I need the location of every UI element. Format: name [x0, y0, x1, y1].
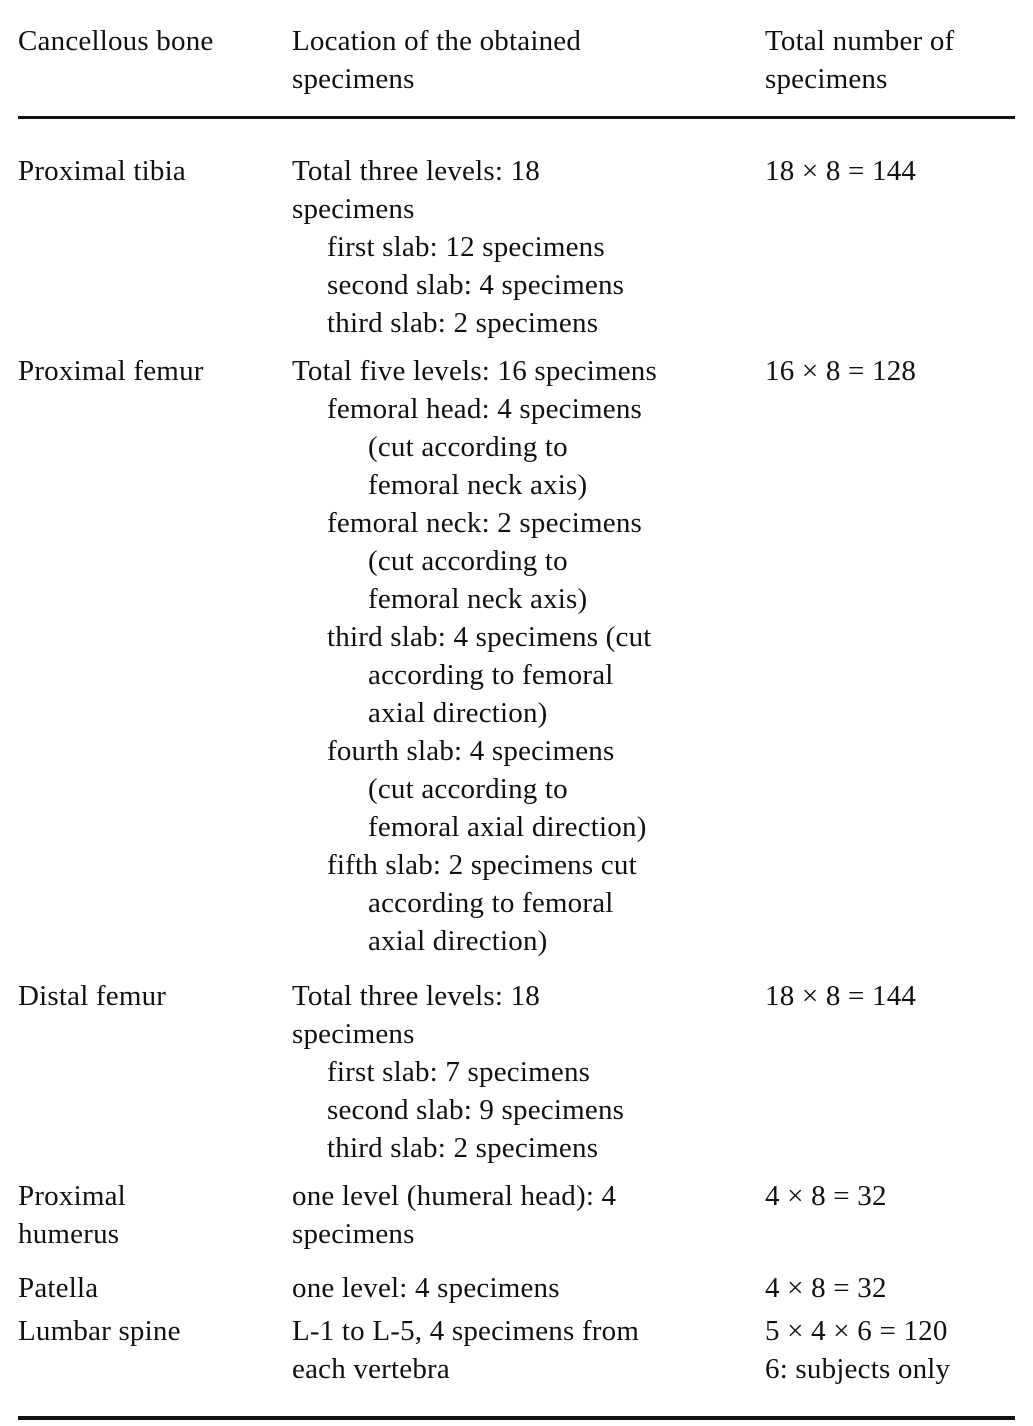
header-cancellous-bone: Cancellous bone	[18, 25, 214, 57]
cell-location: Total three levels: 18	[292, 980, 540, 1012]
cell-location: specimens	[292, 1018, 415, 1050]
bottom-rule	[18, 1416, 1015, 1420]
cell-location: specimens	[292, 1218, 415, 1250]
cell-bone: humerus	[18, 1218, 120, 1250]
cell-location: according to femoral	[368, 887, 614, 919]
cell-location: femoral neck axis)	[368, 469, 588, 501]
header-location: specimens	[292, 63, 415, 95]
header-location: Location of the obtained	[292, 25, 582, 57]
cell-location: third slab: 2 specimens	[327, 307, 599, 339]
cell-bone: Proximal	[18, 1180, 126, 1212]
cell-location: fourth slab: 4 specimens	[327, 735, 615, 767]
cell-location: first slab: 7 specimens	[327, 1056, 591, 1088]
cell-location: one level: 4 specimens	[292, 1272, 560, 1304]
cell-location: specimens	[292, 193, 415, 225]
cell-total: 6: subjects only	[765, 1353, 951, 1385]
cell-total: 4 × 8 = 32	[765, 1272, 887, 1304]
cell-location: femoral head: 4 specimens	[327, 393, 643, 425]
cell-location: Total five levels: 16 specimens	[292, 355, 657, 387]
cell-total: 18 × 8 = 144	[765, 980, 917, 1012]
cell-location: second slab: 4 specimens	[327, 269, 625, 301]
cell-location: second slab: 9 specimens	[327, 1094, 625, 1126]
cell-location: first slab: 12 specimens	[327, 231, 605, 263]
cell-location: third slab: 4 specimens (cut	[327, 621, 652, 653]
cell-location: femoral neck: 2 specimens	[327, 507, 643, 539]
cell-location: femoral axial direction)	[368, 811, 647, 843]
cell-location: each vertebra	[292, 1353, 450, 1385]
cell-location: (cut according to	[368, 773, 568, 805]
cell-location: third slab: 2 specimens	[327, 1132, 599, 1164]
cell-location: fifth slab: 2 specimens cut	[327, 849, 637, 881]
cell-bone: Lumbar spine	[18, 1315, 181, 1347]
header-total: specimens	[765, 63, 888, 95]
cell-total: 4 × 8 = 32	[765, 1180, 887, 1212]
cell-location: one level (humeral head): 4	[292, 1180, 617, 1212]
cell-location: according to femoral	[368, 659, 614, 691]
cell-total: 18 × 8 = 144	[765, 155, 917, 187]
cell-bone: Proximal femur	[18, 355, 204, 387]
cell-location: (cut according to	[368, 431, 568, 463]
cell-total: 16 × 8 = 128	[765, 355, 917, 387]
cell-bone: Distal femur	[18, 980, 167, 1012]
cell-location: femoral neck axis)	[368, 583, 588, 615]
header-total: Total number of	[765, 25, 955, 57]
cell-location: (cut according to	[368, 545, 568, 577]
cell-location: Total three levels: 18	[292, 155, 540, 187]
header-rule	[18, 116, 1015, 119]
cell-bone: Proximal tibia	[18, 155, 186, 187]
cell-bone: Patella	[18, 1272, 99, 1304]
cell-total: 5 × 4 × 6 = 120	[765, 1315, 948, 1347]
cell-location: axial direction)	[368, 697, 548, 729]
cell-location: L-1 to L-5, 4 specimens from	[292, 1315, 640, 1347]
cell-location: axial direction)	[368, 925, 548, 957]
